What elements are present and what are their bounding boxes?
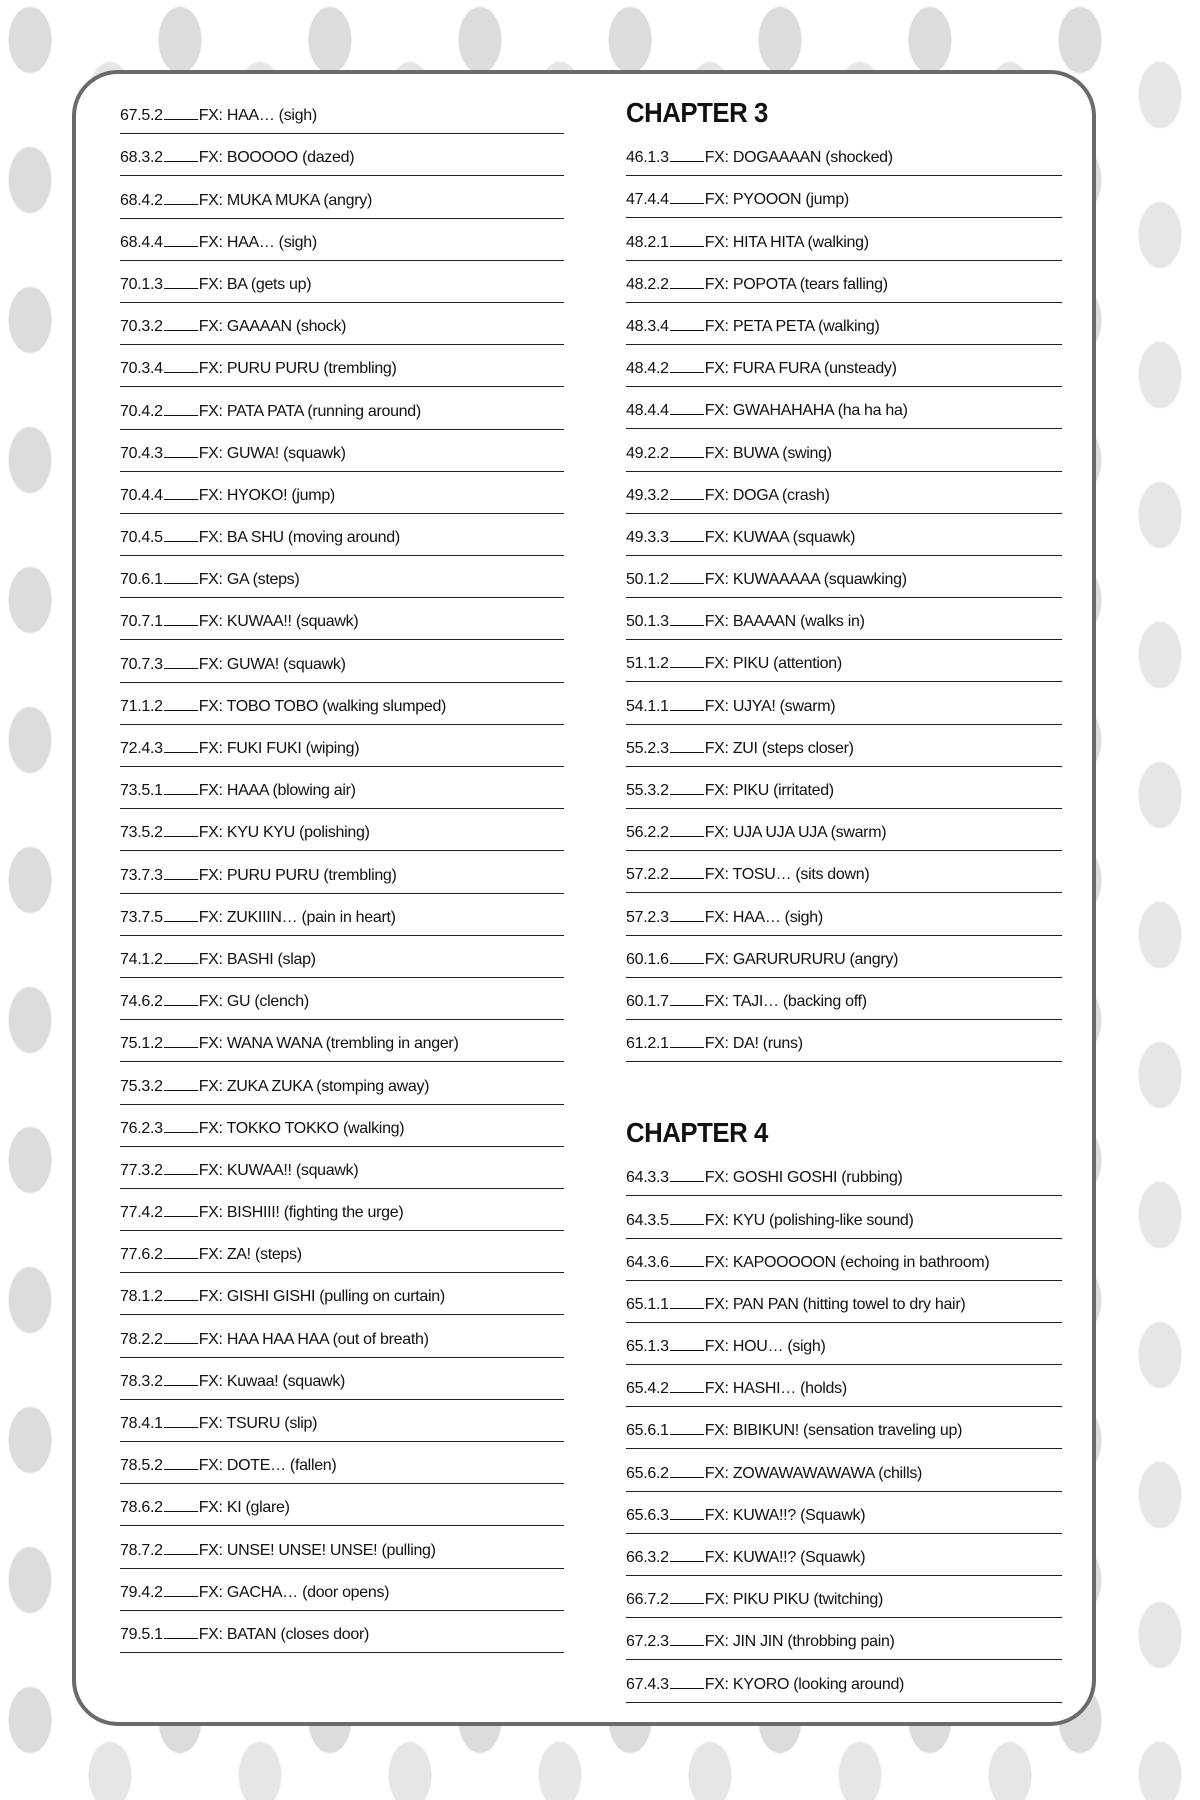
sound-effect-text: FX: PATA PATA (running around) [198,402,421,420]
page-reference: 65.1.3 [626,1338,669,1356]
page-reference: 78.3.2 [120,1372,163,1390]
em-dash-separator [164,1216,198,1217]
fx-entry [120,978,564,1020]
page-reference: 50.1.3 [626,613,669,631]
sound-effect-text: FX: GACHA… (door opens) [198,1583,390,1601]
sound-effect-text: FX: KUWAAAAA (squawking) [704,571,907,589]
page-reference: 76.2.3 [120,1119,163,1137]
sound-effect-text: FX: UJYA! (swarm) [704,697,836,715]
fx-entry [120,134,564,176]
page-reference: 71.1.2 [120,697,163,715]
page-reference: 70.4.4 [120,486,163,504]
page-reference: 78.2.2 [120,1330,163,1348]
em-dash-separator [164,1174,198,1175]
sound-effect-text: FX: UJA UJA UJA (swarm) [704,824,887,842]
page-reference: 79.4.2 [120,1583,163,1601]
sound-effect-text: FX: KUWAA!! (squawk) [198,1161,359,1179]
page-reference: 73.5.2 [120,824,163,842]
sound-effect-text: FX: PETA PETA (walking) [704,317,880,335]
em-dash-separator [164,457,198,458]
em-dash-separator [670,1308,704,1309]
sound-effect-text: FX: KUWA!!? (Squawk) [704,1506,866,1524]
page-reference: 73.7.3 [120,866,163,884]
fx-entry [626,936,1062,978]
page-reference: 48.3.4 [626,317,669,335]
sound-effect-text: FX: GUWA! (squawk) [198,444,346,462]
page-reference: 50.1.2 [626,571,669,589]
page-reference: 77.6.2 [120,1246,163,1264]
page-reference: 64.3.3 [626,1169,669,1187]
fx-entry [626,1281,1062,1323]
page-reference: 48.4.2 [626,360,669,378]
fx-entry [120,1273,564,1315]
page-reference: 57.2.2 [626,866,669,884]
em-dash-separator [670,1645,704,1646]
fx-entry [120,1020,564,1062]
sound-effect-text: FX: BUWA (swing) [704,444,832,462]
sound-effect-text: FX: HASHI… (holds) [704,1380,847,1398]
sound-effect-text: FX: DOTE… (fallen) [198,1457,337,1475]
page-reference: 55.3.2 [626,782,669,799]
page-reference: 68.4.4 [120,233,163,251]
sound-effect-text: FX: GU (clench) [198,993,309,1011]
page-reference: 65.4.2 [626,1380,669,1398]
chapter-3-list [626,134,1062,1062]
sound-effect-text: FX: KYU KYU (polishing) [198,824,370,842]
fx-entry [120,936,564,978]
chapter-4-heading: CHAPTER 4 [626,1117,768,1149]
em-dash-separator [670,1392,704,1393]
fx-entry [120,472,564,514]
page-reference: 60.1.7 [626,992,669,1010]
page-reference: 75.3.2 [120,1077,163,1095]
sound-effect-text: FX: POPOTA (tears falling) [704,275,888,293]
em-dash-separator [670,1181,704,1182]
sound-effect-text: FX: TSURU (slip) [198,1415,318,1432]
sound-effect-text: FX: GA (steps) [198,571,300,589]
fx-entry [626,1323,1062,1365]
em-dash-separator [670,414,704,415]
fx-entry [120,851,564,893]
fx-entry [120,303,564,345]
page-reference: 78.6.2 [120,1499,163,1517]
page-reference: 70.1.3 [120,275,163,293]
sound-effect-text: FX: KUWA!!? (Squawk) [704,1549,866,1566]
fx-entry [120,1189,564,1231]
sound-effect-text: FX: PURU PURU (trembling) [198,866,397,884]
sound-effect-text: FX: GAAAAN (shock) [198,318,347,336]
fx-entry [626,1020,1062,1062]
fx-entry [626,640,1062,682]
sound-effect-text: FX: ZOWAWAWAWAWA (chills) [704,1464,923,1482]
em-dash-separator [164,668,198,669]
em-dash-separator [164,1132,198,1133]
page-reference: 70.6.1 [120,571,163,589]
fx-entry [120,1105,564,1147]
fx-entry [626,134,1062,176]
sound-effect-text: FX: ZUI (steps closer) [704,739,854,757]
em-dash-separator [670,1047,704,1048]
page-reference: 75.1.2 [120,1035,163,1053]
page-reference: 79.5.1 [120,1625,163,1643]
page-reference: 70.3.4 [120,360,163,378]
fx-entry [120,598,564,640]
sound-effect-text: FX: UNSE! UNSE! UNSE! (pulling) [198,1541,436,1559]
page-reference: 78.5.2 [120,1457,163,1475]
em-dash-separator [670,1477,704,1478]
em-dash-separator [670,1350,704,1351]
em-dash-separator [164,1385,198,1386]
page-reference: 51.1.2 [626,655,669,673]
page-reference: 65.1.1 [626,1295,669,1313]
em-dash-separator [164,119,198,120]
sound-effect-text: FX: PIKU PIKU (twitching) [704,1591,884,1609]
sound-effect-text: FX: FUKI FUKI (wiping) [198,740,360,757]
fx-entry [120,767,564,809]
em-dash-separator [164,246,198,247]
page-reference: 70.4.5 [120,529,163,547]
sound-effect-text: FX: DA! (runs) [704,1035,803,1053]
em-dash-separator [164,415,198,416]
fx-entry [626,767,1062,809]
page-reference: 55.2.3 [626,739,669,757]
fx-entry [120,725,564,767]
sound-effect-text: FX: BOOOOO (dazed) [198,149,355,167]
fx-entry [120,1611,564,1653]
page-reference: 48.2.1 [626,233,669,251]
fx-entry [626,1449,1062,1491]
page-reference: 70.7.1 [120,613,163,631]
page-reference: 72.4.3 [120,740,163,757]
em-dash-separator [164,1090,198,1091]
fx-entry [626,303,1062,345]
page-reference: 48.2.2 [626,275,669,293]
em-dash-separator [670,963,704,964]
em-dash-separator [670,794,704,795]
page-reference: 68.4.2 [120,191,163,209]
page-reference: 77.3.2 [120,1161,163,1179]
em-dash-separator [670,457,704,458]
em-dash-separator [164,372,198,373]
fx-entry [626,345,1062,387]
em-dash-separator [164,1511,198,1512]
em-dash-separator [670,1603,704,1604]
fx-entry [626,978,1062,1020]
sound-effect-text: FX: KAPOOOOON (echoing in bathroom) [704,1253,990,1271]
page-reference: 74.6.2 [120,993,163,1011]
page-reference: 70.7.3 [120,655,163,673]
sound-effect-text: FX: BA (gets up) [198,275,312,293]
sound-effect-text: FX: GUWA! (squawk) [198,655,346,673]
page-reference: 66.3.2 [626,1549,669,1566]
fx-entry [120,92,564,134]
em-dash-separator [670,203,704,204]
page-reference: 73.5.1 [120,782,163,800]
em-dash-separator [670,1434,704,1435]
sound-effect-text: FX: Kuwaa! (squawk) [198,1372,346,1390]
em-dash-separator [670,710,704,711]
fx-entry [120,1442,564,1484]
em-dash-separator [670,1561,704,1562]
em-dash-separator [164,541,198,542]
em-dash-separator [164,1554,198,1555]
page-reference: 47.4.4 [626,191,669,209]
em-dash-separator [164,794,198,795]
em-dash-separator [670,667,704,668]
page-reference: 46.1.3 [626,149,669,167]
page-reference: 78.7.2 [120,1541,163,1559]
page-reference: 49.3.3 [626,528,669,546]
sound-effect-text: FX: HYOKO! (jump) [198,486,335,504]
sound-effect-text: FX: MUKA MUKA (angry) [198,191,372,209]
page-reference: 48.4.4 [626,402,669,420]
fx-entry [626,261,1062,303]
sound-effect-text: FX: BA SHU (moving around) [198,529,400,547]
sound-effect-text: FX: BISHIII! (fighting the urge) [198,1204,404,1222]
fx-entry [626,472,1062,514]
em-dash-separator [164,161,198,162]
em-dash-separator [670,541,704,542]
fx-entry [120,1062,564,1104]
sound-effect-text: FX: TOBO TOBO (walking slumped) [198,697,447,715]
sound-effect-text: FX: HAA… (sigh) [704,908,823,926]
em-dash-separator [164,288,198,289]
em-dash-separator [164,1300,198,1301]
fx-entry [626,556,1062,598]
left-column [120,92,564,1653]
page-reference: 64.3.6 [626,1253,669,1271]
em-dash-separator [164,963,198,964]
fx-entry [626,218,1062,260]
page-reference: 67.2.3 [626,1633,669,1651]
fx-entry [120,1484,564,1526]
em-dash-separator [164,1047,198,1048]
em-dash-separator [164,836,198,837]
page-reference: 78.1.2 [120,1288,163,1306]
em-dash-separator [164,921,198,922]
fx-entry [120,1569,564,1611]
sound-effect-text: FX: JIN JIN (throbbing pain) [704,1633,895,1651]
page-reference: 65.6.1 [626,1422,669,1440]
fx-entry [120,809,564,851]
fx-entry [626,725,1062,767]
page-reference: 68.3.2 [120,149,163,167]
fx-entry [120,1231,564,1273]
page-reference: 70.4.3 [120,444,163,462]
fx-entry [626,1407,1062,1449]
sound-effect-text: FX: GISHI GISHI (pulling on curtain) [198,1288,445,1306]
fx-entry [120,1315,564,1357]
sound-effect-text: FX: HOU… (sigh) [704,1338,826,1356]
chapter-3-heading: CHAPTER 3 [626,97,768,128]
sound-effect-text: FX: HAA… (sigh) [198,107,317,125]
page-reference: 49.2.2 [626,444,669,462]
em-dash-separator [670,1688,704,1689]
fx-entry [626,1365,1062,1407]
fx-entry [120,1147,564,1189]
page-reference: 49.3.2 [626,486,669,504]
page-reference: 64.3.5 [626,1211,669,1229]
fx-entry [626,1492,1062,1534]
sound-effect-text: FX: BASHI (slap) [198,950,316,968]
page-reference: 60.1.6 [626,950,669,968]
em-dash-separator [670,288,704,289]
fx-entry [120,345,564,387]
sound-effect-text: FX: TOSU… (sits down) [704,866,870,884]
sound-effect-text: FX: HAA… (sigh) [198,233,317,251]
page-reference: 56.2.2 [626,824,669,842]
fx-entry [626,429,1062,471]
fx-entry [626,1196,1062,1238]
fx-entry [120,387,564,429]
page-reference: 65.6.3 [626,1506,669,1524]
fx-entry [120,894,564,936]
sound-effect-text: FX: KI (glare) [198,1499,290,1517]
fx-entry [626,1239,1062,1281]
sound-effect-text: FX: ZUKA ZUKA (stomping away) [198,1077,430,1095]
em-dash-separator [164,1596,198,1597]
chapter-4-list [626,1154,1062,1702]
page-reference: 78.4.1 [120,1415,163,1432]
page-reference: 65.6.2 [626,1464,669,1482]
sound-effect-text: FX: PIKU (irritated) [704,782,834,799]
glossary-panel [72,70,1096,1726]
fx-entry [120,261,564,303]
fx-entry [120,1358,564,1400]
fx-entry [626,682,1062,724]
sound-effect-text: FX: PYOOON (jump) [704,191,849,209]
em-dash-separator [164,1258,198,1259]
sound-effect-text: FX: HAA HAA HAA (out of breath) [198,1330,429,1348]
em-dash-separator [164,1343,198,1344]
fx-entry [120,1400,564,1442]
em-dash-separator [164,710,198,711]
fx-entry [626,1154,1062,1196]
em-dash-separator [670,1005,704,1006]
page-reference: 67.4.3 [626,1675,669,1693]
sound-effect-text: FX: DOGAAAAN (shocked) [704,149,893,167]
sound-effect-text: FX: TAJI… (backing off) [704,992,867,1010]
fx-entry [626,1534,1062,1576]
em-dash-separator [670,330,704,331]
em-dash-separator [670,499,704,500]
em-dash-separator [164,330,198,331]
sound-effect-text: FX: ZUKIIIN… (pain in heart) [198,908,396,926]
page-reference: 67.5.2 [120,107,163,125]
em-dash-separator [164,1427,198,1428]
sound-effect-text: FX: BIBIKUN! (sensation traveling up) [704,1422,963,1440]
fx-entry [626,851,1062,893]
em-dash-separator [164,1469,198,1470]
sound-effect-text: FX: PURU PURU (trembling) [198,360,397,378]
em-dash-separator [164,204,198,205]
em-dash-separator [670,836,704,837]
em-dash-separator [670,246,704,247]
sound-effect-text: FX: HITA HITA (walking) [704,233,869,251]
fx-entry [626,176,1062,218]
em-dash-separator [670,878,704,879]
fx-entry [120,556,564,598]
page-reference: 57.2.3 [626,908,669,926]
sound-effect-text: FX: PAN PAN (hitting towel to dry hair) [704,1295,966,1313]
fx-entry [626,1576,1062,1618]
sound-effect-text: FX: FURA FURA (unsteady) [704,360,897,378]
em-dash-separator [164,625,198,626]
em-dash-separator [670,1224,704,1225]
fx-entry [626,809,1062,851]
em-dash-separator [670,625,704,626]
page-reference: 74.1.2 [120,950,163,968]
em-dash-separator [670,161,704,162]
em-dash-separator [670,752,704,753]
fx-entry [626,598,1062,640]
fx-entry [120,514,564,556]
page-reference: 70.4.2 [120,402,163,420]
sound-effect-text: FX: PIKU (attention) [704,655,842,673]
fx-entry [120,219,564,261]
sound-effect-text: FX: GARURURURU (angry) [704,950,899,968]
em-dash-separator [164,1005,198,1006]
em-dash-separator [670,583,704,584]
fx-entry [626,893,1062,935]
sound-effect-text: FX: ZA! (steps) [198,1246,302,1264]
sound-effect-text: FX: KUWAA!! (squawk) [198,613,359,631]
em-dash-separator [164,1638,198,1639]
em-dash-separator [670,921,704,922]
fx-entry [626,514,1062,556]
fx-entry [120,430,564,472]
em-dash-separator [164,879,198,880]
page-reference: 77.4.2 [120,1204,163,1222]
sound-effect-text: FX: HAAA (blowing air) [198,782,356,800]
sound-effect-text: FX: BAAAAN (walks in) [704,613,865,631]
em-dash-separator [164,752,198,753]
page-reference: 66.7.2 [626,1591,669,1609]
page-reference: 61.2.1 [626,1035,669,1053]
sound-effect-text: FX: KYU (polishing-like sound) [704,1211,914,1229]
fx-entry [626,1618,1062,1660]
em-dash-separator [670,1519,704,1520]
sound-effect-text: FX: GOSHI GOSHI (rubbing) [704,1169,903,1187]
sound-effect-text: FX: WANA WANA (trembling in anger) [198,1035,459,1053]
fx-entry [120,176,564,218]
fx-entry [626,1660,1062,1702]
em-dash-separator [164,583,198,584]
fx-entry [626,387,1062,429]
fx-entry [120,683,564,725]
right-column [626,92,1062,1703]
fx-entry [120,1526,564,1568]
sound-effect-text: FX: BATAN (closes door) [198,1625,370,1643]
em-dash-separator [670,1266,704,1267]
sound-effect-text: FX: TOKKO TOKKO (walking) [198,1119,405,1137]
page-reference: 70.3.2 [120,318,163,336]
em-dash-separator [164,499,198,500]
em-dash-separator [670,372,704,373]
sound-effect-text: FX: KYORO (looking around) [704,1675,905,1693]
sound-effect-text: FX: GWAHAHAHA (ha ha ha) [704,402,908,420]
sound-effect-text: FX: KUWAA (squawk) [704,528,856,546]
fx-entry [120,640,564,682]
page-reference: 73.7.5 [120,908,163,926]
page-reference: 54.1.1 [626,697,669,715]
sound-effect-text: FX: DOGA (crash) [704,486,830,504]
